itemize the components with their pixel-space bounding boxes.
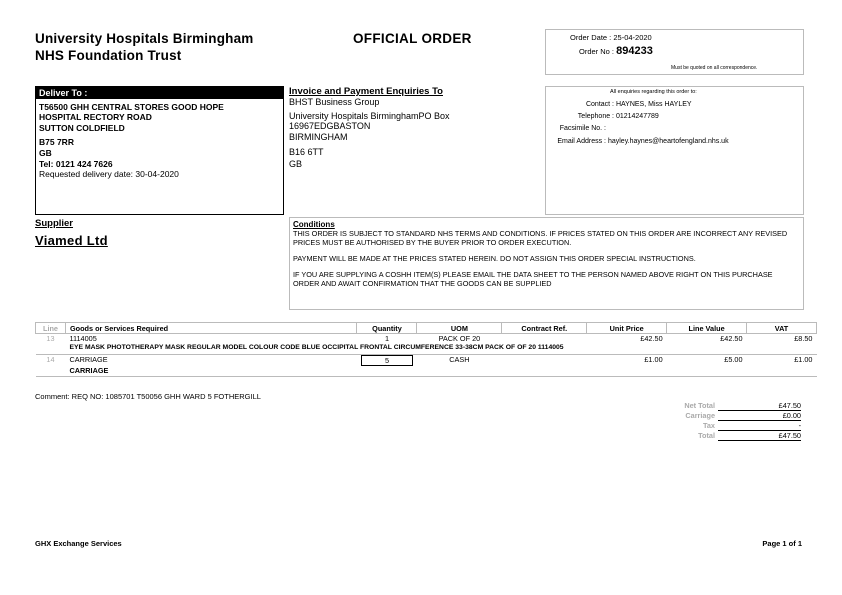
- row-code: CARRIAGE: [69, 355, 108, 364]
- order-date-label: Order Date :: [570, 33, 612, 42]
- table-row: [36, 355, 817, 367]
- deliver-country: GB: [39, 148, 52, 158]
- order-date-value: 25-04-2020: [613, 33, 652, 42]
- order-no-value: 894233: [616, 45, 653, 57]
- deliver-line-3: SUTTON COLDFIELD: [39, 123, 125, 133]
- net-total-value: £47.50: [718, 401, 801, 411]
- org-line-2: NHS Foundation Trust: [35, 48, 182, 63]
- supplier-name: Viamed Ltd: [35, 233, 108, 248]
- footer-page-number: Page 1 of 1: [762, 539, 802, 548]
- organisation-name: [35, 30, 254, 64]
- condition-payment: PAYMENT WILL BE MADE AT THE PRICES STATED HEREIN. DO NOT ASSIGN THIS ORDER SPECIAL INSTRUCTIONS.: [293, 254, 696, 263]
- conditions-box: [289, 217, 804, 310]
- table-row-description: [36, 344, 817, 355]
- order-no-note: Must be quoted on all correspondence.: [671, 65, 758, 71]
- row-line-value: £42.50: [720, 334, 743, 343]
- table-row: [36, 334, 817, 345]
- telephone-row: [546, 113, 659, 120]
- facsimile-row: [538, 125, 606, 132]
- net-total-row: [640, 401, 805, 411]
- supplier-label: Supplier: [35, 218, 74, 229]
- invoice-line-5: B16 6TT: [289, 147, 324, 157]
- order-date-row: [570, 33, 652, 42]
- row-uom: PACK OF 20: [438, 334, 481, 343]
- document-title: OFFICIAL ORDER: [353, 31, 472, 46]
- row-quantity: 5: [361, 355, 413, 366]
- col-vat: VAT: [747, 323, 817, 334]
- order-info-box: [545, 29, 804, 75]
- tax-label: Tax: [702, 421, 715, 430]
- contact-label: Contact :: [585, 101, 614, 108]
- carriage-value: £0.00: [718, 411, 801, 421]
- invoice-line-3: 16967EDGBASTON: [289, 121, 371, 131]
- conditions-heading: Conditions: [293, 220, 335, 229]
- contact-value: HAYNES, Miss HAYLEY: [615, 101, 692, 108]
- table-row-description: [36, 366, 817, 377]
- deliver-postcode: B75 7RR: [39, 136, 74, 147]
- total-label: Total: [698, 431, 715, 440]
- row-contract-ref: [502, 334, 587, 345]
- condition-coshh: IF YOU ARE SUPPLYING A COSHH ITEM(S) PLEASE EMAIL THE DATA SHEET TO THE PERSON NAMED ABOVE RIGHT ON THIS PURCHASE ORDER AND AWAIT CONFIRMATION THAT THE GOODS CAN BE SUPPLIED: [293, 270, 773, 288]
- invoice-heading: Invoice and Payment Enquiries To: [289, 86, 443, 97]
- email-label: Email Address :: [557, 138, 606, 145]
- email-value: hayley.haynes@heartofengland.nhs.uk: [607, 138, 729, 145]
- table-header-row: [36, 323, 817, 334]
- email-row: [538, 138, 729, 145]
- facsimile-label: Facsimile No. :: [559, 125, 606, 132]
- invoice-line-2: University Hospitals BirminghamPO Box: [289, 111, 450, 121]
- col-uom: UOM: [417, 323, 502, 334]
- row-line-number: 14: [46, 355, 55, 364]
- contact-row: [546, 101, 692, 108]
- deliver-line-2: HOSPITAL RECTORY ROAD: [39, 111, 152, 122]
- deliver-tel: Tel: 0121 424 7626: [39, 158, 113, 169]
- row-vat: £8.50: [794, 334, 813, 343]
- row-uom: CASH: [449, 355, 470, 364]
- row-line-number: 13: [46, 334, 55, 343]
- net-total-label: Net Total: [684, 401, 715, 410]
- footer-provider: GHX Exchange Services: [35, 539, 122, 548]
- tax-row: [640, 421, 805, 431]
- order-items-table: [35, 322, 817, 377]
- col-quantity: Quantity: [357, 323, 417, 334]
- carriage-label: Carriage: [685, 411, 715, 420]
- tax-value: -: [718, 421, 801, 431]
- org-line-1: University Hospitals Birmingham: [35, 31, 254, 46]
- row-code: 1114005: [69, 334, 97, 343]
- row-contract-ref: [502, 355, 587, 367]
- totals-block: [640, 401, 805, 441]
- col-line-value: Line Value: [667, 323, 747, 334]
- order-comment: Comment: REQ NO: 1085701 T50056 GHH WARD 5 FOTHERGILL: [35, 392, 261, 401]
- invoice-line-4: BIRMINGHAM: [289, 132, 348, 142]
- col-line: Line: [36, 323, 66, 334]
- col-unit-price: Unit Price: [587, 323, 667, 334]
- requested-delivery-date: Requested delivery date: 30-04-2020: [39, 169, 179, 179]
- row-unit-price: £42.50: [640, 334, 663, 343]
- telephone-value: 01214247789: [615, 113, 659, 120]
- contact-box: [545, 86, 804, 215]
- deliver-line-1: T56500 GHH CENTRAL STORES GOOD HOPE: [39, 102, 224, 112]
- invoice-line-1: BHST Business Group: [289, 97, 380, 107]
- deliver-to-address: [36, 99, 283, 180]
- carriage-row: [640, 411, 805, 421]
- total-value: £47.50: [718, 431, 801, 441]
- order-no-label: Order No :: [579, 47, 615, 56]
- invoice-line-6: GB: [289, 159, 303, 169]
- order-no-row: [579, 45, 653, 57]
- col-goods: Goods or Services Required: [65, 323, 357, 334]
- row-description: CARRIAGE: [65, 366, 816, 377]
- invoice-enquiries: [289, 86, 543, 215]
- telephone-label: Telephone :: [577, 113, 614, 120]
- row-unit-price: £1.00: [644, 355, 663, 364]
- deliver-to-box: [35, 86, 284, 215]
- row-quantity: 1: [384, 334, 389, 343]
- contact-heading: All enquiries regarding this order to:: [610, 89, 697, 95]
- row-vat: £1.00: [794, 355, 813, 364]
- row-line-value: £5.00: [724, 355, 743, 364]
- row-description: EYE MASK PHOTOTHERAPY MASK REGULAR MODEL COLOUR CODE BLUE OCCIPITAL FRONTAL CIRCUMFERENCE 33-38CM PACK OF OF 20 1114005: [65, 344, 816, 355]
- col-contract-ref: Contract Ref.: [502, 323, 587, 334]
- condition-terms: THIS ORDER IS SUBJECT TO STANDARD NHS TERMS AND CONDITIONS. IF PRICES STATED ON THIS ORDER ARE INCORRECT ANY REVISED PRICES MUST BE AUTHORISED BY THE BUYER PRIOR TO ORDER EXECUTION.: [293, 229, 788, 247]
- total-row: [640, 431, 805, 441]
- deliver-to-header: Deliver To :: [36, 87, 283, 99]
